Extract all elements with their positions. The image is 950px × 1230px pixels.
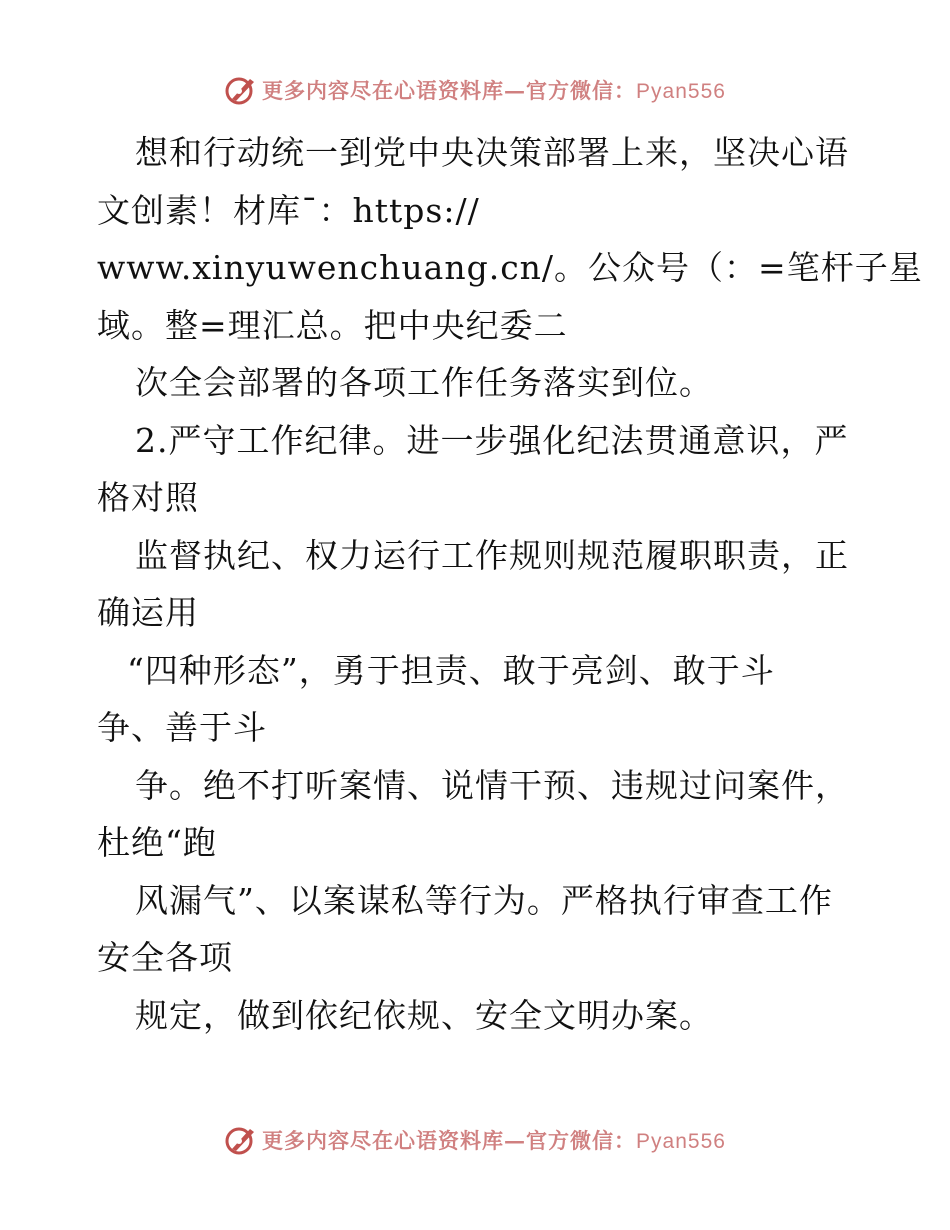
text-line: 格对照 [97,478,199,517]
text-line: 争、善于斗 [97,708,267,747]
text-line: 风漏气”、以案谋私等行为。严格执行审查工作 [135,880,833,920]
header-watermark [0,70,950,110]
footer-watermark-text: 更多内容尽在心语资料库—官方微信：Pyan556 [262,1128,726,1153]
text-line: 域。整=理汇总。把中央纪委二 [97,305,568,345]
footer-wechat-id: Pyan556 [636,1130,726,1153]
text-line: 杜绝“跑 [97,823,217,862]
footer-watermark [0,1120,950,1160]
header-watermark-text: 更多内容尽在心语资料库—官方微信：Pyan556 [262,78,726,103]
document-body [97,124,923,1044]
text-line: 次全会部署的各项工作任务落实到位。 [135,363,713,402]
text-line: 争。绝不打听案情、说情干预、违规过问案件， [135,765,849,805]
pen-circle-logo-icon [224,73,258,107]
text-line: 想和行动统一到党中央决策部署上来，坚决心语 [135,133,849,172]
text-line: 安全各项 [97,938,233,977]
pen-circle-logo-icon [224,1123,258,1157]
text-line: 监督执纪、权力运行工作规则规范履职职责，正 [135,535,849,575]
header-wechat-id: Pyan556 [636,80,726,103]
text-line: 2.严守工作纪律。进一步强化纪法贯通意识，严 [135,420,849,460]
text-line: 文创素！材库¯：https:// [97,190,480,230]
text-line: “四种形态”，勇于担责、敢于亮剑、敢于斗 [127,650,775,690]
text-line: www.xinyuwenchuang.cn/。公众号（：=笔杆子星 [97,248,923,287]
text-line: 确运用 [97,593,199,632]
text-line: 规定，做到依纪依规、安全文明办案。 [135,995,713,1035]
